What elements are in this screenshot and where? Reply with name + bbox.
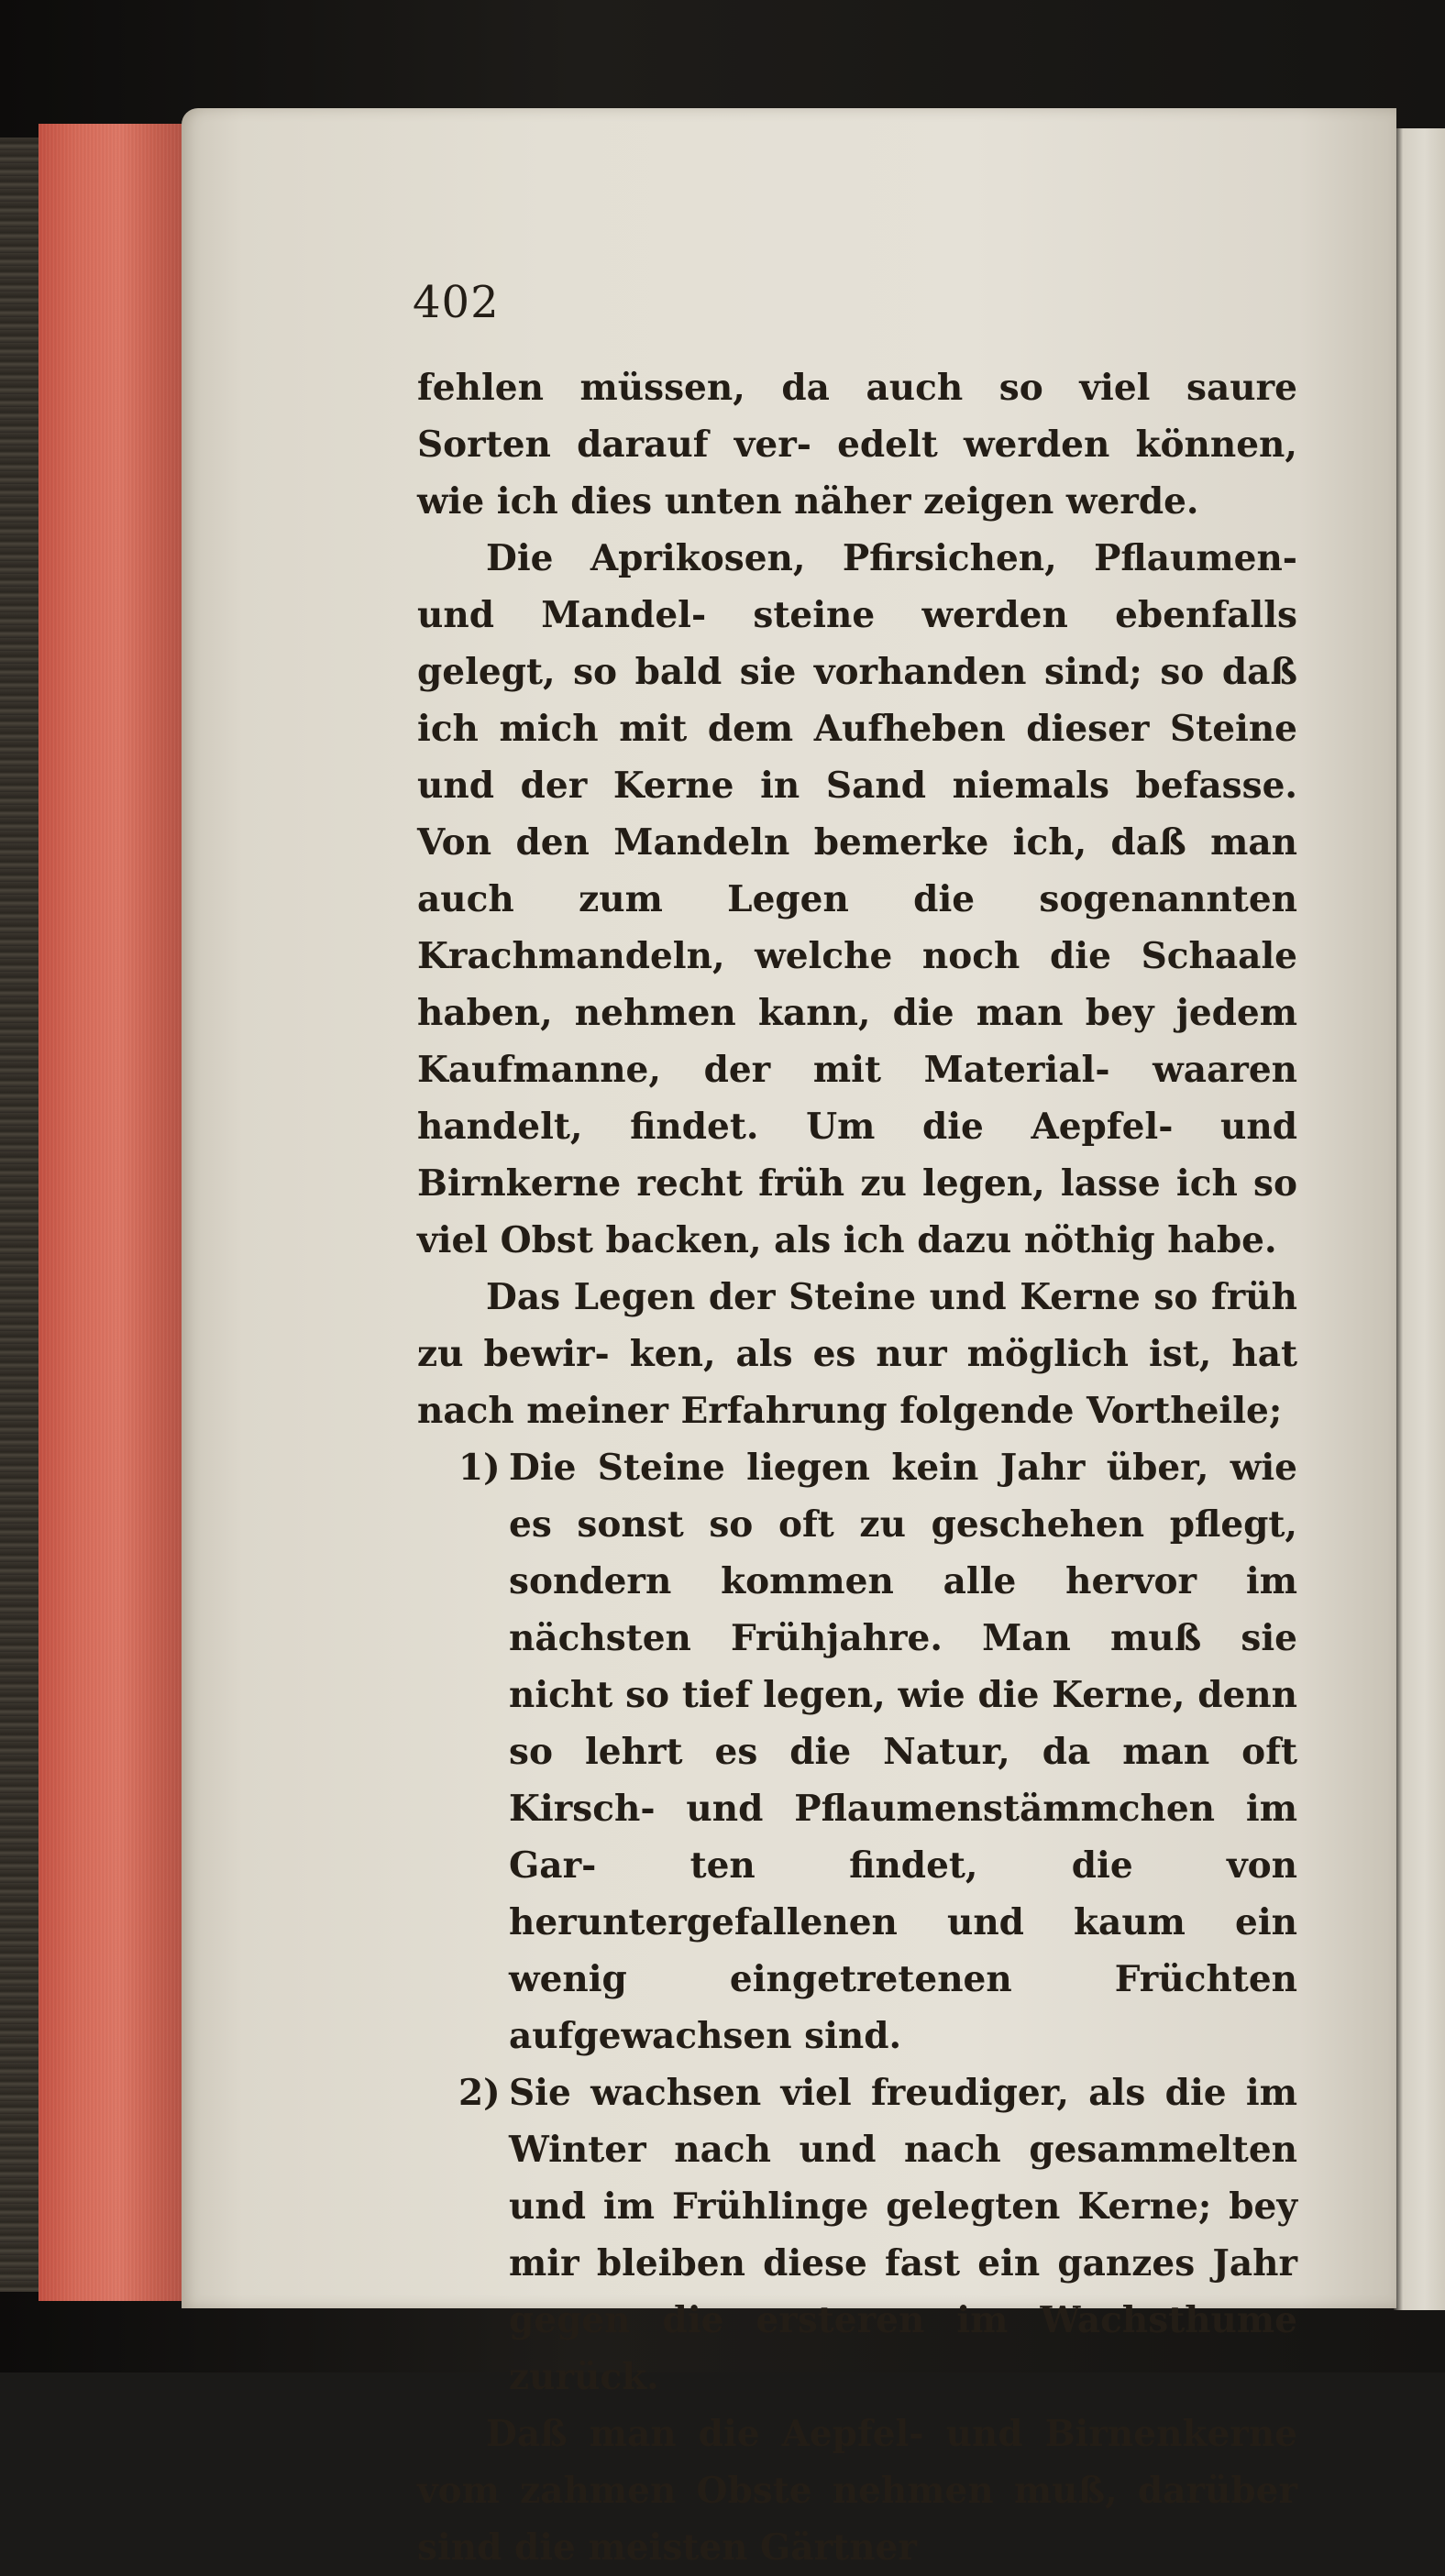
page-number: 402: [413, 277, 500, 328]
paragraph-advantages: Das Legen der Steine und Kerne so früh zu bewir- ken, als es nur möglich ist, hat nach meiner Erfahrung folgende Vortheile;: [417, 1276, 1297, 1432]
paragraph-continued: fehlen müssen, da auch so viel saure Sorten darauf ver- edelt werden können, wie ich dies unten näher zeigen werde.: [417, 367, 1297, 523]
page-body: [417, 359, 1297, 2576]
list-item: [458, 1439, 1297, 2064]
list-text: Die Steine liegen kein Jahr über, wie es sonst so oft zu geschehen pflegt, sondern kommen alle hervor im nächsten Frühjahre. Man muß sie nicht so tief legen, wie die Kerne, denn so lehrt es die Natur, da man oft Kirsch- und Pflaumenstämmchen im Gar- ten findet, die von heruntergefallenen und kaum ein wenig eingetretenen Früchten aufgewachsen sind.: [509, 1447, 1297, 2057]
list-number: 2): [458, 2072, 501, 2114]
paragraph-closing: Daß man die Aepfel- und Birnenkerne vom zahmen Obste nehmen muß, darüber sind die meisten Gärtner: [417, 2413, 1297, 2569]
list-text: Sie wachsen viel freudiger, als die im Winter nach und nach gesammelten und im Frühlinge gelegten Kerne; bey mir bleiben diese fast ein ganzes Jahr gegen die ersteren im Wachsthume zurück.: [509, 2072, 1297, 2398]
list-number: 1): [458, 1447, 501, 1489]
book-cover-edge: [0, 138, 42, 2292]
red-page-edges: [39, 124, 185, 2301]
list-item: [458, 2064, 1297, 2405]
facing-page-edge: [1394, 128, 1445, 2310]
paragraph-stones: Die Aprikosen, Pfirsichen, Pflaumen- und Mandel- steine werden ebenfalls gelegt, so bald sie vorhanden sind; so daß ich mich mit dem Aufheben dieser Steine und der Kerne in Sand niemals befasse. Von den Mandeln bemerke ich, daß man auch zum Legen die sogenannten Krachmandeln, welche noch die Schaale haben, nehmen kann, die man bey jedem Kaufmanne, der mit Material- waaren handelt, findet. Um die Aepfel- und Birnkerne recht früh zu legen, lasse ich so viel Obst backen, als ich dazu nöthig habe.: [417, 537, 1297, 1261]
